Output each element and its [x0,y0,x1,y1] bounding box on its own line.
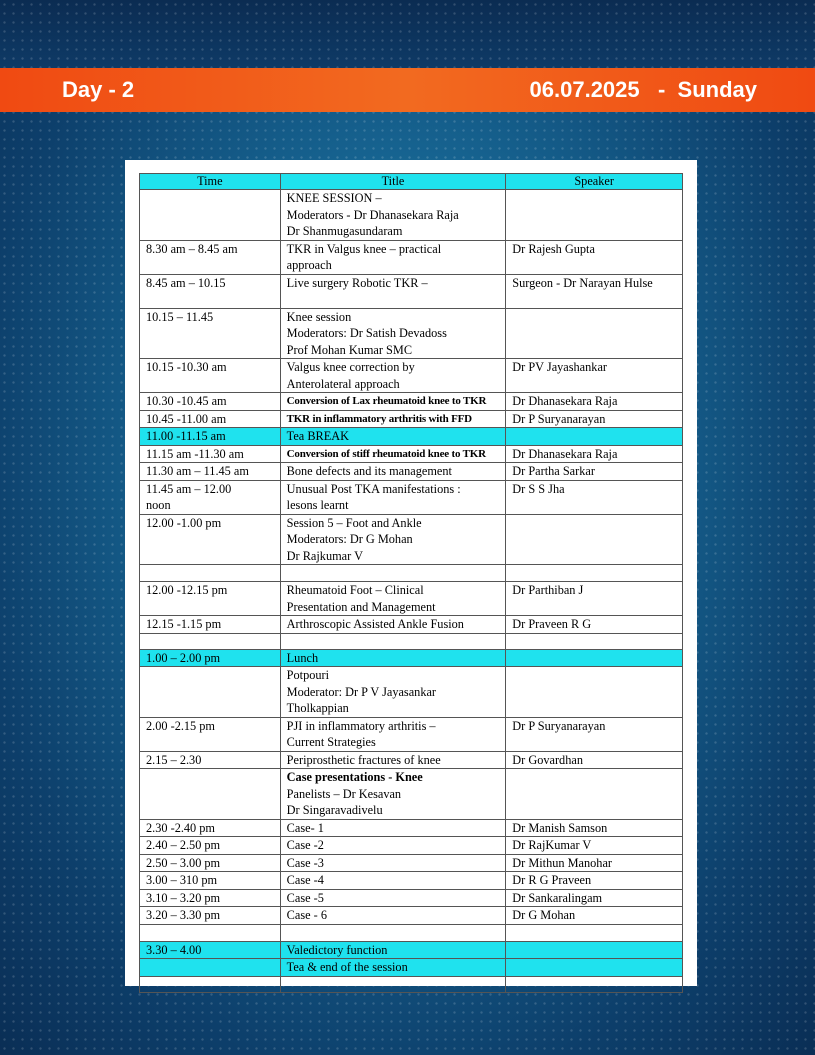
speaker-cell: Dr Manish Samson [506,819,683,837]
table-row-break [140,428,683,446]
column-header-speaker: Speaker [506,174,683,190]
title-cell: Case -2 [280,837,506,855]
time-cell: 11.45 am – 12.00 noon [140,480,281,514]
speaker-cell: Dr Dhanasekara Raja [506,445,683,463]
time-cell: 12.15 -1.15 pm [140,616,281,634]
schedule-sheet [125,160,697,986]
time-cell: 11.30 am – 11.45 am [140,463,281,481]
time-cell: 1.00 – 2.00 pm [140,649,281,667]
time-cell: 10.45 -11.00 am [140,410,281,428]
title-cell: Bone defects and its management [280,463,506,481]
table-row [140,514,683,565]
speaker-cell: Dr Rajesh Gupta [506,240,683,274]
speaker-cell: Dr Partha Sarkar [506,463,683,481]
speaker-cell [506,428,683,446]
speaker-cell: Dr G Mohan [506,907,683,925]
table-row-empty [140,924,683,941]
title-cell: Lunch [280,649,506,667]
title-cell [280,924,506,941]
column-header-title: Title [280,174,506,190]
table-row [140,463,683,481]
speaker-cell: Dr Mithun Manohar [506,854,683,872]
title-cell: TKR in inflammatory arthritis with FFD [280,410,506,428]
speaker-cell: Dr S S Jha [506,480,683,514]
table-row-empty [140,565,683,582]
title-cell: Conversion of Lax rheumatoid knee to TKR [280,393,506,411]
table-row [140,889,683,907]
title-cell: Periprosthetic fractures of knee [280,751,506,769]
title-cell: Case -3 [280,854,506,872]
table-row [140,872,683,890]
title-cell: Conversion of stiff rheumatoid knee to TKR [280,445,506,463]
day-label: Day - 2 [62,77,135,102]
table-row [140,308,683,359]
case-presentations-heading: Case presentations - Knee [286,770,423,784]
speaker-cell: Dr Sankaralingam [506,889,683,907]
speaker-cell: Surgeon - Dr Narayan Hulse [506,274,683,308]
time-cell: 12.00 -12.15 pm [140,582,281,616]
table-row [140,907,683,925]
table-row [140,410,683,428]
title-cell: Tea BREAK [280,428,506,446]
title-cell: Valgus knee correction by Anterolateral approach [280,359,506,393]
time-cell: 8.30 am – 8.45 am [140,240,281,274]
title-cell: Rheumatoid Foot – Clinical Presentation and Management [280,582,506,616]
speaker-cell [506,649,683,667]
title-cell: PJI in inflammatory arthritis – Current Strategies [280,717,506,751]
table-row [140,445,683,463]
time-cell: 3.10 – 3.20 pm [140,889,281,907]
speaker-cell [506,941,683,959]
title-cell: Arthroscopic Assisted Ankle Fusion [280,616,506,634]
table-row [140,480,683,514]
schedule-table [139,173,683,993]
speaker-cell: Dr P Suryanarayan [506,717,683,751]
speaker-cell [506,667,683,718]
title-cell: Session 5 – Foot and Ankle Moderators: Dr G Mohan Dr Rajkumar V [280,514,506,565]
table-row [140,717,683,751]
table-row [140,190,683,241]
title-cell: Tea & end of the session [280,959,506,977]
table-row [140,837,683,855]
title-cell: Knee session Moderators: Dr Satish Devadoss Prof Mohan Kumar SMC [280,308,506,359]
title-cell: Unusual Post TKA manifestations : lesons learnt [280,480,506,514]
time-cell: 3.00 – 310 pm [140,872,281,890]
speaker-cell [506,633,683,649]
time-cell: 10.30 -10.45 am [140,393,281,411]
title-cell [280,633,506,649]
time-cell [140,633,281,649]
time-cell [140,976,281,992]
time-cell: 11.15 am -11.30 am [140,445,281,463]
day-header-bar [0,68,815,112]
table-row-empty [140,633,683,649]
table-header-row [140,174,683,190]
speaker-cell: Dr RajKumar V [506,837,683,855]
title-cell: Case- 1 [280,819,506,837]
table-row [140,274,683,308]
time-cell: 2.15 – 2.30 [140,751,281,769]
speaker-cell: Dr Praveen R G [506,616,683,634]
speaker-cell [506,565,683,582]
title-cell: Case -4 [280,872,506,890]
table-row-lunch [140,649,683,667]
table-row [140,582,683,616]
title-cell: Live surgery Robotic TKR – [280,274,506,308]
title-cell: Case - 6 [280,907,506,925]
title-cell: KNEE SESSION – Moderators - Dr Dhanasekara Raja Dr Shanmugasundaram [280,190,506,241]
speaker-cell [506,976,683,992]
time-cell: 10.15 – 11.45 [140,308,281,359]
speaker-cell [506,924,683,941]
title-cell [280,976,506,992]
time-cell: 11.00 -11.15 am [140,428,281,446]
table-row-valedictory [140,941,683,959]
table-row [140,854,683,872]
speaker-cell [506,514,683,565]
table-row [140,359,683,393]
time-cell [140,190,281,241]
title-cell [280,769,506,820]
time-cell: 3.20 – 3.30 pm [140,907,281,925]
time-cell: 10.15 -10.30 am [140,359,281,393]
speaker-cell [506,190,683,241]
time-cell [140,769,281,820]
speaker-cell: Dr P Suryanarayan [506,410,683,428]
table-row [140,240,683,274]
table-row [140,667,683,718]
panelists-text: Panelists – Dr Kesavan Dr Singaravadivelu [286,786,402,817]
table-row [140,769,683,820]
time-cell [140,959,281,977]
time-cell [140,667,281,718]
speaker-cell: Dr PV Jayashankar [506,359,683,393]
date-label: 06.07.2025 - Sunday [529,77,757,102]
table-row-empty [140,976,683,992]
title-cell: Valedictory function [280,941,506,959]
speaker-cell: Dr Govardhan [506,751,683,769]
speaker-cell: Dr Dhanasekara Raja [506,393,683,411]
speaker-cell [506,769,683,820]
title-cell [280,565,506,582]
table-row-tea-end [140,959,683,977]
time-cell: 2.40 – 2.50 pm [140,837,281,855]
column-header-time: Time [140,174,281,190]
time-cell [140,924,281,941]
time-cell [140,565,281,582]
title-cell: Potpouri Moderator: Dr P V Jayasankar Tholkappian [280,667,506,718]
time-cell: 2.00 -2.15 pm [140,717,281,751]
speaker-cell [506,959,683,977]
time-cell: 2.30 -2.40 pm [140,819,281,837]
table-row [140,819,683,837]
title-cell: Case -5 [280,889,506,907]
speaker-cell: Dr R G Praveen [506,872,683,890]
table-row [140,616,683,634]
time-cell: 8.45 am – 10.15 [140,274,281,308]
table-row [140,751,683,769]
title-cell: TKR in Valgus knee – practical approach [280,240,506,274]
table-row [140,393,683,411]
speaker-cell: Dr Parthiban J [506,582,683,616]
time-cell: 12.00 -1.00 pm [140,514,281,565]
time-cell: 3.30 – 4.00 [140,941,281,959]
speaker-cell [506,308,683,359]
time-cell: 2.50 – 3.00 pm [140,854,281,872]
